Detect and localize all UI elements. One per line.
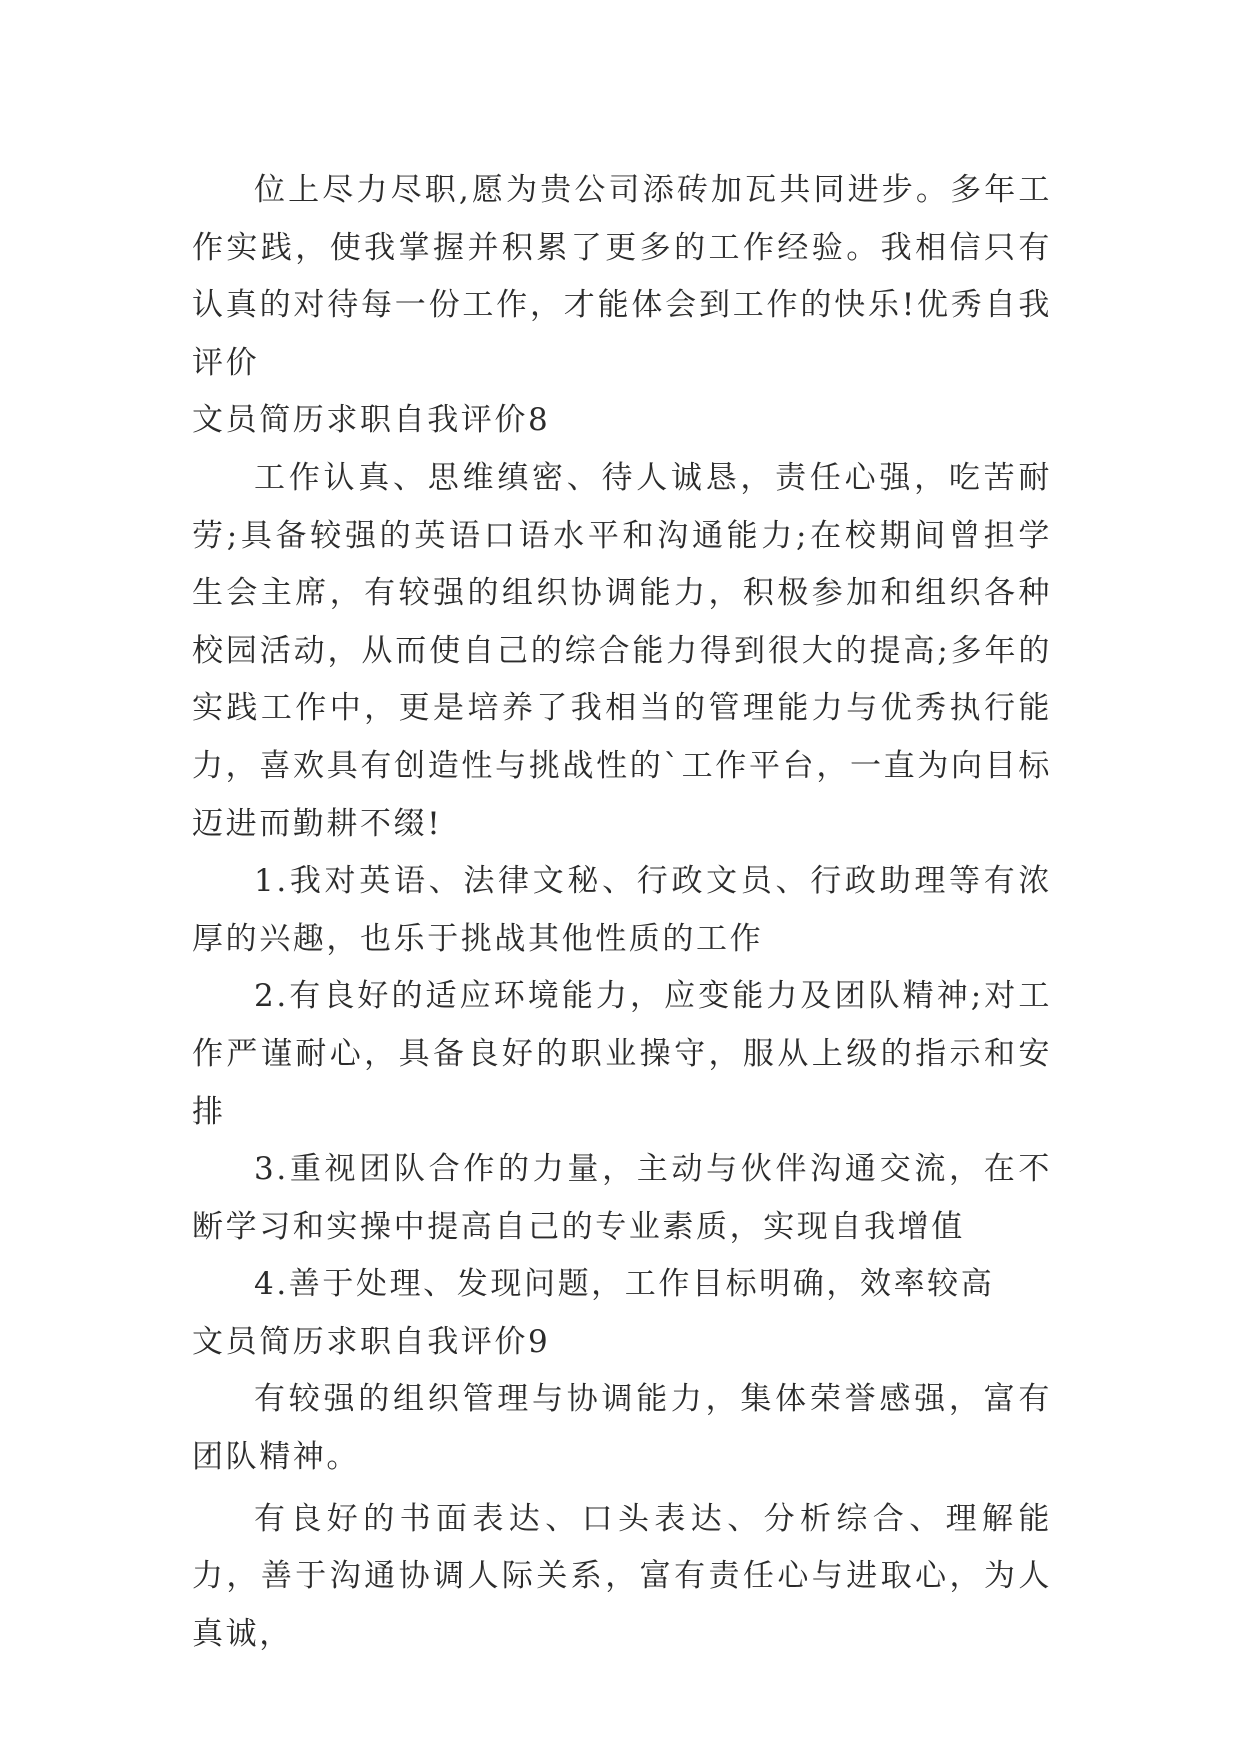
list-item: 3.重视团队合作的力量，主动与伙伴沟通交流，在不断学习和实操中提高自己的专业素质，实现自我增值 <box>192 1151 1052 1245</box>
paragraph: 工作认真、思维缜密、待人诚恳，责任心强，吃苦耐劳;具备较强的英语口语水平和沟通能力;在校期间曾担学生会主席，有较强的组织协调能力，积极参加和组织各种校园活动，从而使自己的综合能力得到很大的提高;多年的实践工作中，更是培养了我相当的管理能力与优秀执行能力，喜欢具有创造性与挑战性的`工作平台，一直为向目标迈进而勤耕不缀! <box>192 459 1052 842</box>
section-heading: 文员简历求职自我评价8 <box>192 402 551 439</box>
paragraph: 位上尽力尽职,愿为贵公司添砖加瓦共同进步。多年工作实践，使我掌握并积累了更多的工作经验。我相信只有认真的对待每一份工作，才能体会到工作的快乐!优秀自我评价 <box>192 172 1052 381</box>
list-item: 1.我对英语、法律文秘、行政文员、行政助理等有浓厚的兴趣，也乐于挑战其他性质的工作 <box>192 863 1052 957</box>
list-item: 4.善于处理、发现问题，工作目标明确，效率较高 <box>254 1266 995 1303</box>
list-item: 2.有良好的适应环境能力，应变能力及团队精神;对工作严谨耐心，具备良好的职业操守，服从上级的指示和安排 <box>192 978 1052 1130</box>
document-body <box>192 162 1052 1663</box>
section-heading: 文员简历求职自我评价9 <box>192 1323 551 1360</box>
paragraph: 有较强的组织管理与协调能力，集体荣誉感强，富有团队精神。 <box>192 1381 1052 1476</box>
paragraph: 有良好的书面表达、口头表达、分析综合、理解能力，善于沟通协调人际关系，富有责任心与进取心，为人真诚， <box>192 1500 1052 1652</box>
